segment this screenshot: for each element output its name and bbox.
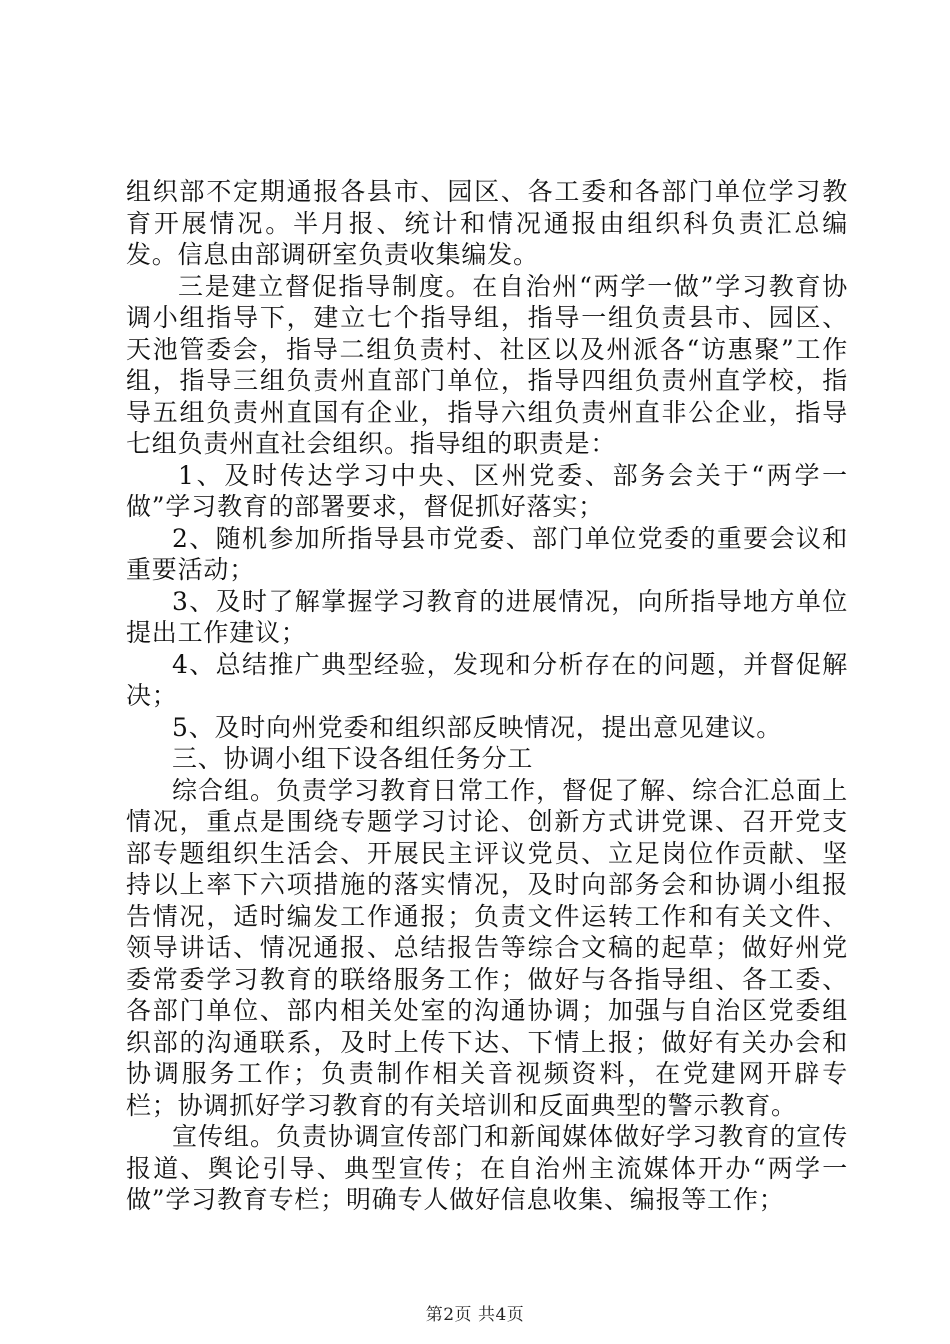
paragraph-report-duties: 组织部不定期通报各县市、园区、各工委和各部门单位学习教育开展情况。半月报、统计和情况通报由组织科负责汇总编发。信息由部调研室负责收集编发。 <box>126 177 848 269</box>
paragraph-publicity-group: 宣传组。负责协调宣传部门和新闻媒体做好学习教育的宣传报道、舆论引导、典型宣传；在自治州主流媒体开办“两学一做”学习教育专栏；明确专人做好信息收集、编报等工作； <box>126 1122 848 1214</box>
list-item-duty-4: 4、总结推广典型经验，发现和分析存在的问题，并督促解决； <box>126 649 848 710</box>
paragraph-general-group: 综合组。负责学习教育日常工作，督促了解、综合汇总面上情况，重点是围绕专题学习讨论、创新方式讲党课、召开党支部专题组织生活会、开展民主评议党员、立足岗位作贡献、坚持以上率下六项措施的落实情况，及时向部务会和协调小组报告情况，适时编发工作通报；负责文件运转工作和有关文件、领导讲话、情况通报、总结报告等综合文稿的起草；做好州党委常委学习教育的联络服务工作；做好与各指导组、各工委、各部门单位、部内相关处室的沟通协调；加强与自治区党委组织部的沟通联系，及时上传下达、下情上报；做好有关办会和协调服务工作；负责制作相关音视频资料，在党建网开辟专栏；协调抓好学习教育的有关培训和反面典型的警示教育。 <box>126 775 848 1120</box>
section-heading: 三、协调小组下设各组任务分工 <box>172 744 534 773</box>
list-item-duty-3: 3、及时了解掌握学习教育的进展情况，向所指导地方单位提出工作建议； <box>126 586 848 647</box>
list-item-duty-2: 2、随机参加所指导县市党委、部门单位党委的重要会议和重要活动； <box>126 523 848 584</box>
page-number-footer: 第2页 共4页 <box>425 1305 525 1325</box>
paragraph-supervision-system: 三是建立督促指导制度。在自治州“两学一做”学习教育协调小组指导下，建立七个指导组，指导一组负责县市、园区、天池管委会，指导二组负责村、社区以及州派各“访惠聚”工作组，指导三组负责州直部门单位，指导四组负责州直学校，指导五组负责州直国有企业，指导六组负责州直非公企业，指导七组负责州直社会组织。指导组的职责是： <box>126 271 848 458</box>
list-item-duty-5: 5、及时向州党委和组织部反映情况，提出意见建议。 <box>172 712 783 742</box>
list-item-duty-1: 1、及时传达学习中央、区州党委、部务会关于“两学一做”学习教育的部署要求，督促抓好落实； <box>126 460 848 521</box>
document-body <box>126 176 848 1216</box>
